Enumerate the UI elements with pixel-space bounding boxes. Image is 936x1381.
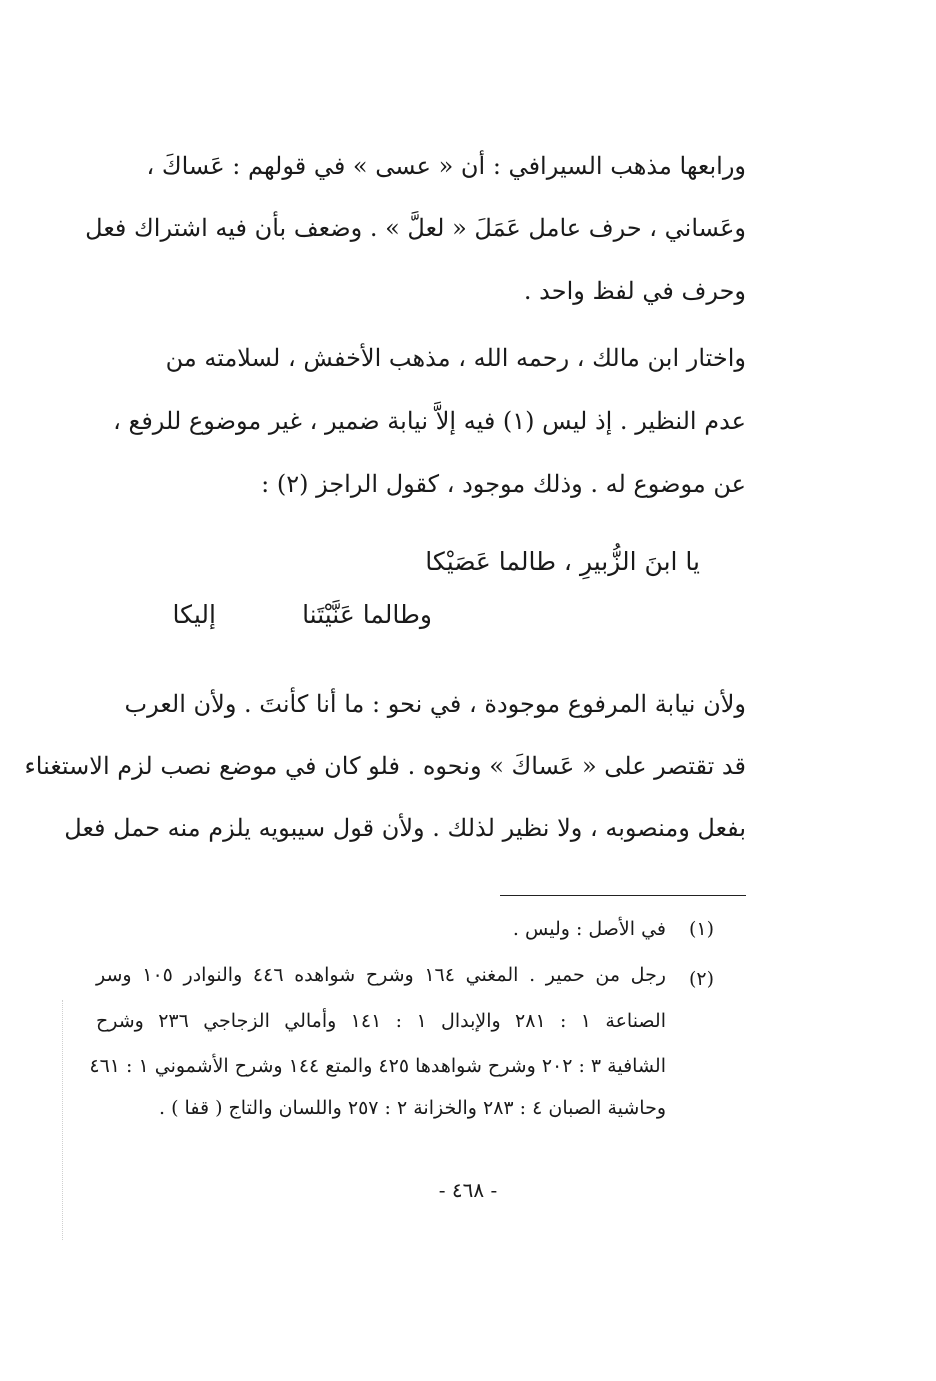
body-line-1: ورابعها مذهب السيرافي : أن « عسى » في قولهم : عَساكَ ، [146,152,746,180]
footnote-2-line-4: وحاشية الصبان ٤ : ٢٨٣ والخزانة ٢ : ٢٥٧ واللسان والتاج ( قفا ) . [159,1097,666,1119]
body-line-5: عدم النظير . إذ ليس (١) فيه إلاَّ نيابة ضمير ، غير موضوع للرفع ، [113,407,746,435]
footnote-2-line-2: الصناعة ١ : ٢٨١ والإبدال ١ : ١٤١ وأمالي الزجاجي ٢٣٦ وشرح [96,1010,666,1032]
footnote-2-line-3: الشافية ٣ : ٢٠٢ وشرح شواهدها ٤٢٥ والمتع ١٤٤ وشرح الأشموني ١ : ٤٦١ [89,1055,666,1077]
body-line-7: ولأن نيابة المرفوع موجودة ، في نحو : ما أنا كأنتَ . ولأن العرب [124,690,746,718]
footnote-separator [500,895,746,896]
verse-line-2-second-hemistich: إليكا [172,600,216,629]
body-line-2: وعَساني ، حرف عامل عَمَلَ « لعلَّ » . وضعف بأن فيه اشتراك فعل [85,214,746,242]
page-number: - ٤٦٨ - [438,1178,498,1202]
body-line-9: بفعل ومنصوبه ، ولا نظير لذلك . ولأن قول سيبويه يلزم منه حمل فعل [64,814,746,842]
footnote-2-marker: (٢) [688,968,714,990]
footnote-1-text: في الأصل : وليس . [512,918,666,940]
scan-margin-shadow [62,1000,64,1240]
footnote-1-marker: (١) [688,918,714,940]
footnote-2-line-1: رجل من حمير . المغني ١٦٤ وشرح شواهده ٤٤٦ والنوادر ١٠٥ وسر [96,964,666,986]
body-line-3: وحرف في لفظ واحد . [523,277,746,305]
body-line-8: قد تقتصر على « عَساكَ » ونحوه . فلو كان في موضع نصب لزم الاستغناء [24,752,746,780]
body-line-4: واختار ابن مالك ، رحمه الله ، مذهب الأخفش ، لسلامته من [165,344,746,372]
verse-line-1: يا ابنَ الزُّبيرِ ، طالما عَصَيْكا [425,547,700,576]
body-line-6: عن موضوع له . وذلك موجود ، كقول الراجز (٢) : [261,470,746,498]
verse-line-2-first-hemistich: وطالما عَنَّيْتَنا [302,600,432,629]
